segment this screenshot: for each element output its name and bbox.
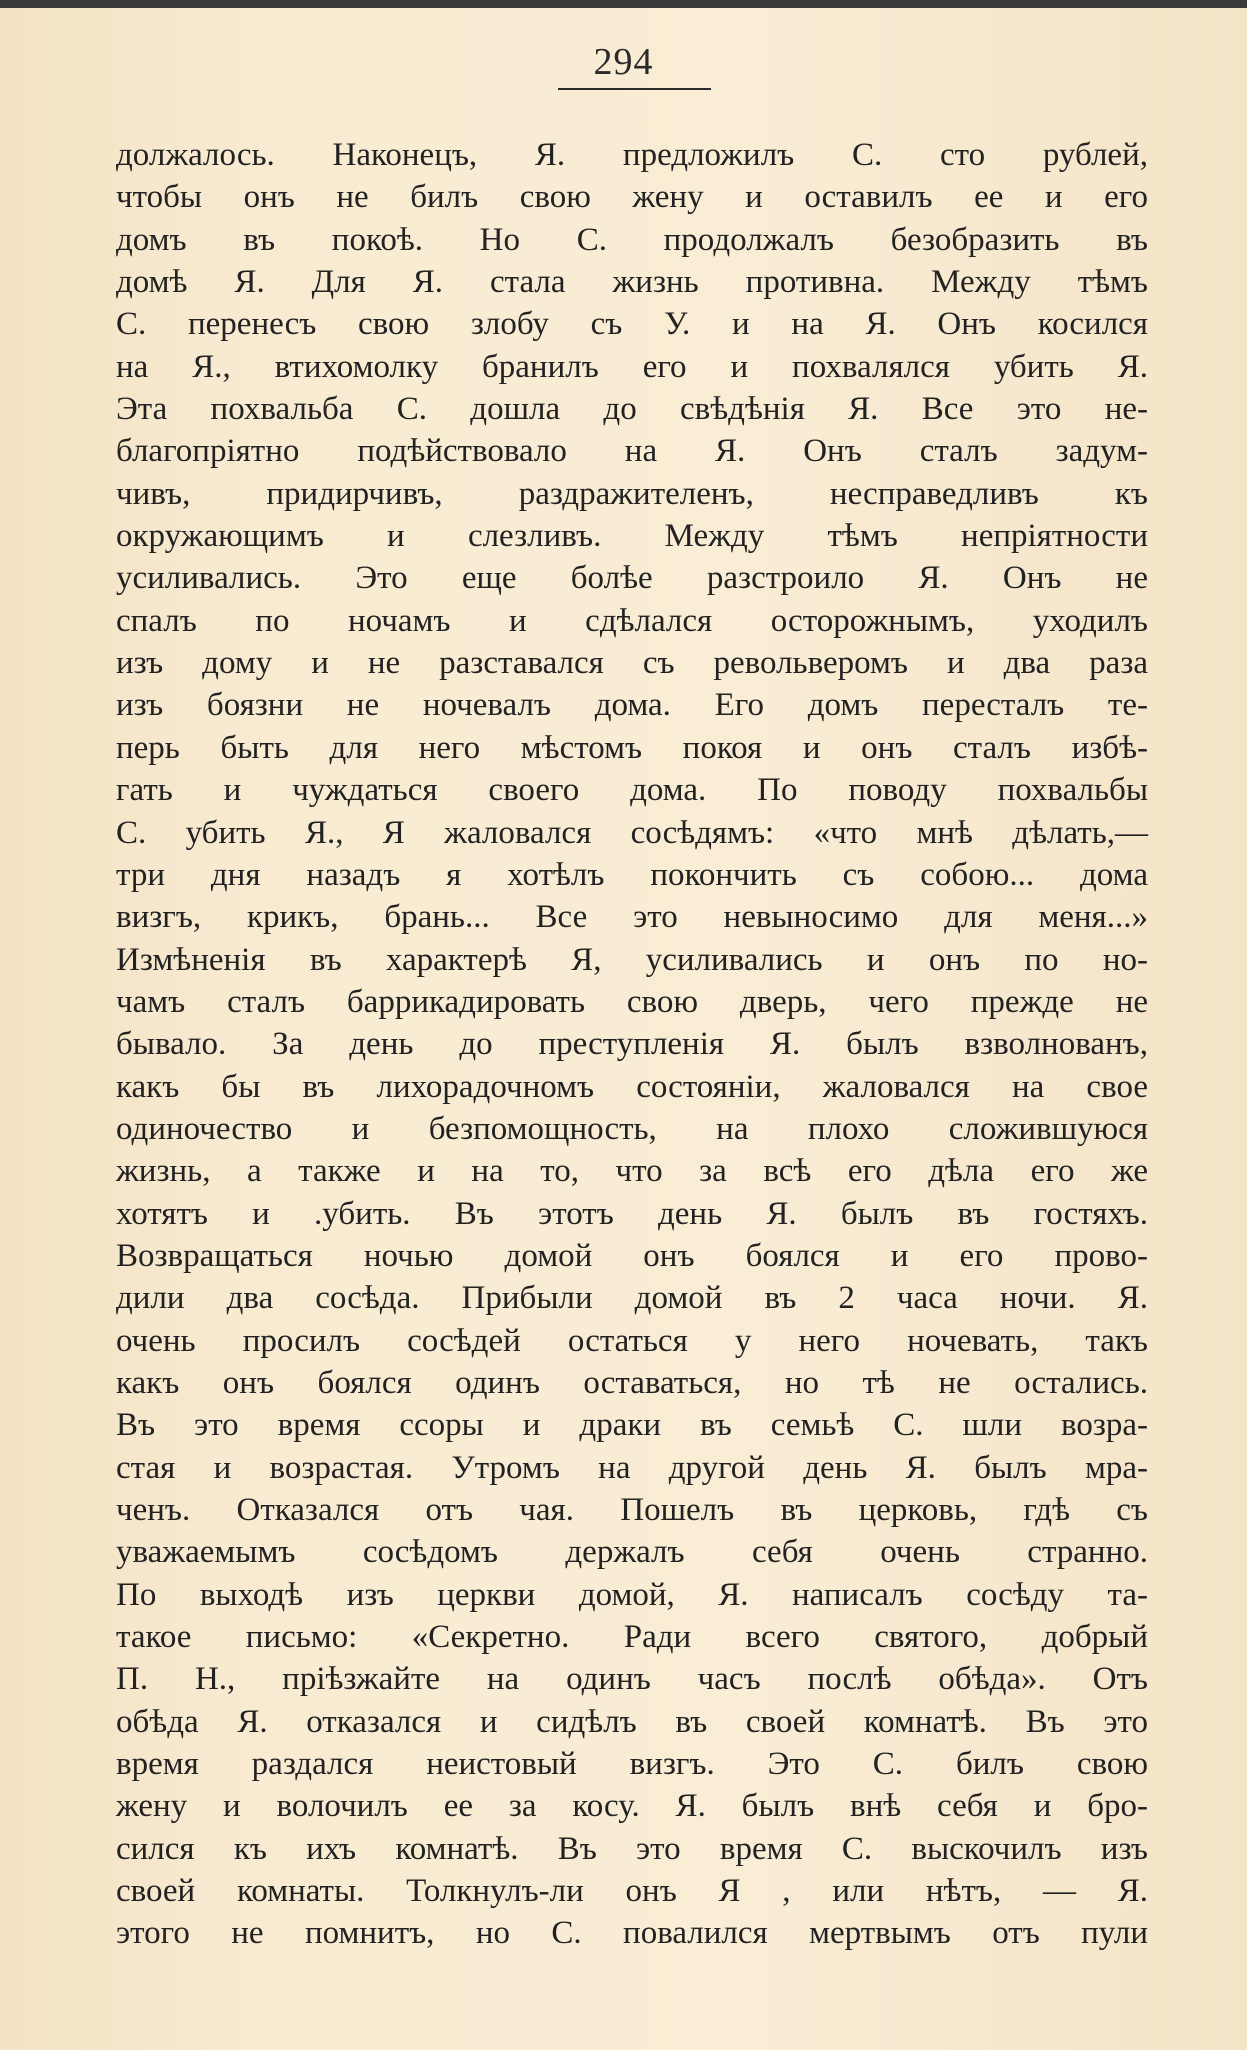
text-line: визгъ, крикъ, брань... Все это невыносимо для меня...» [116,899,1148,936]
text-line: жену и волочилъ ее за косу. Я. былъ внѣ себя и бро- [116,1788,1148,1825]
text-line: ченъ. Отказался отъ чая. Пошелъ въ церковь, гдѣ съ [116,1492,1148,1528]
text-line: Эта похвальба С. дошла до свѣдѣнія Я. Все это не- [116,391,1148,428]
text-line: стая и возрастая. Утромъ на другой день Я. былъ мра- [116,1449,1148,1486]
text-line: домъ въ покоѣ. Но С. продолжалъ безобразить въ [116,221,1148,258]
text-line: изъ дому и не разставался съ револьверомъ и два раза [116,645,1148,682]
text-line: такое письмо: «Секретно. Ради всего святого, добрый [116,1619,1148,1656]
text-line: время раздался неистовый визгъ. Это С. билъ свою [116,1746,1148,1783]
text-line: спалъ по ночамъ и сдѣлался осторожнымъ, уходилъ [116,602,1148,639]
text-line: Возвращаться ночью домой онъ боялся и его прово- [116,1237,1148,1274]
text-line: Въ это время ссоры и драки въ семьѣ С. шли возра- [116,1407,1148,1444]
scan-top-edge [0,0,1247,8]
text-line: этого не помнитъ, но С. повалился мертвымъ отъ пули [116,1915,1148,1952]
text-line: бывало. За день до преступленія Я. былъ взволнованъ, [116,1026,1148,1063]
text-line: очень просилъ сосѣдей остаться у него ночевать, такъ [116,1322,1148,1359]
page-number: 294 [593,41,654,83]
text-line: С. убить Я., Я жаловался сосѣдямъ: «что мнѣ дѣлать,— [116,814,1148,851]
text-line: хотятъ и .убить. Въ этотъ день Я. былъ въ гостяхъ. [116,1195,1148,1232]
text-line: одиночество и безпомощность, на плохо сложившуюся [116,1110,1148,1147]
text-line: усиливались. Это еще болѣе разстроило Я. Онъ не [116,560,1148,597]
text-line: жизнь, а также и на то, что за всѣ его дѣла его же [116,1153,1148,1190]
text-line: Измѣненія въ характерѣ Я, усиливались и онъ по но- [116,941,1148,978]
text-line: гать и чуждаться своего дома. По поводу похвальбы [116,772,1148,809]
text-line: три дня назадъ я хотѣлъ покончить съ собою... дома [116,856,1148,893]
text-line: сился къ ихъ комнатѣ. Въ это время С. выскочилъ изъ [116,1830,1148,1867]
text-line: домѣ Я. Для Я. стала жизнь противна. Между тѣмъ [116,264,1148,301]
text-line: С. перенесъ свою злобу съ У. и на Я. Онъ косился [116,306,1148,343]
text-line: обѣда Я. отказался и сидѣлъ въ своей комнатѣ. Въ это [116,1703,1148,1740]
text-line: П. Н., пріѣзжайте на одинъ часъ послѣ обѣда». Отъ [116,1661,1148,1698]
text-line: изъ боязни не ночевалъ дома. Его домъ пересталъ те- [116,687,1148,724]
text-line: По выходѣ изъ церкви домой, Я. написалъ сосѣду та- [116,1576,1148,1613]
book-page [0,8,1247,2050]
text-line: чамъ сталъ баррикадировать свою дверь, чего прежде не [116,983,1148,1020]
text-line: дили два сосѣда. Прибыли домой въ 2 часа ночи. Я. [116,1280,1148,1317]
text-line: какъ бы въ лихорадочномъ состояніи, жаловался на свое [116,1068,1148,1105]
text-line: уважаемымъ сосѣдомъ держалъ себя очень странно. [116,1534,1148,1571]
page-number-rule [558,88,711,90]
text-line: чтобы онъ не билъ свою жену и оставилъ ее и его [116,179,1148,216]
text-line: чивъ, придирчивъ, раздражителенъ, несправедливъ къ [116,475,1148,512]
text-line: какъ онъ боялся одинъ оставаться, но тѣ не остались. [116,1364,1148,1401]
text-line: окружающимъ и слезливъ. Между тѣмъ непріятности [116,518,1148,555]
text-line: на Я., втихомолку бранилъ его и похвалялся убить Я. [116,348,1148,385]
text-line: перь быть для него мѣстомъ покоя и онъ сталъ избѣ- [116,729,1148,766]
text-line: благопріятно подѣйствовало на Я. Онъ сталъ задум- [116,433,1148,470]
text-line: своей комнаты. Толкнулъ-ли онъ Я , или нѣтъ, — Я. [116,1873,1148,1910]
text-body [116,134,1148,1955]
text-line: должалось. Наконецъ, Я. предложилъ С. сто рублей, [116,137,1148,173]
